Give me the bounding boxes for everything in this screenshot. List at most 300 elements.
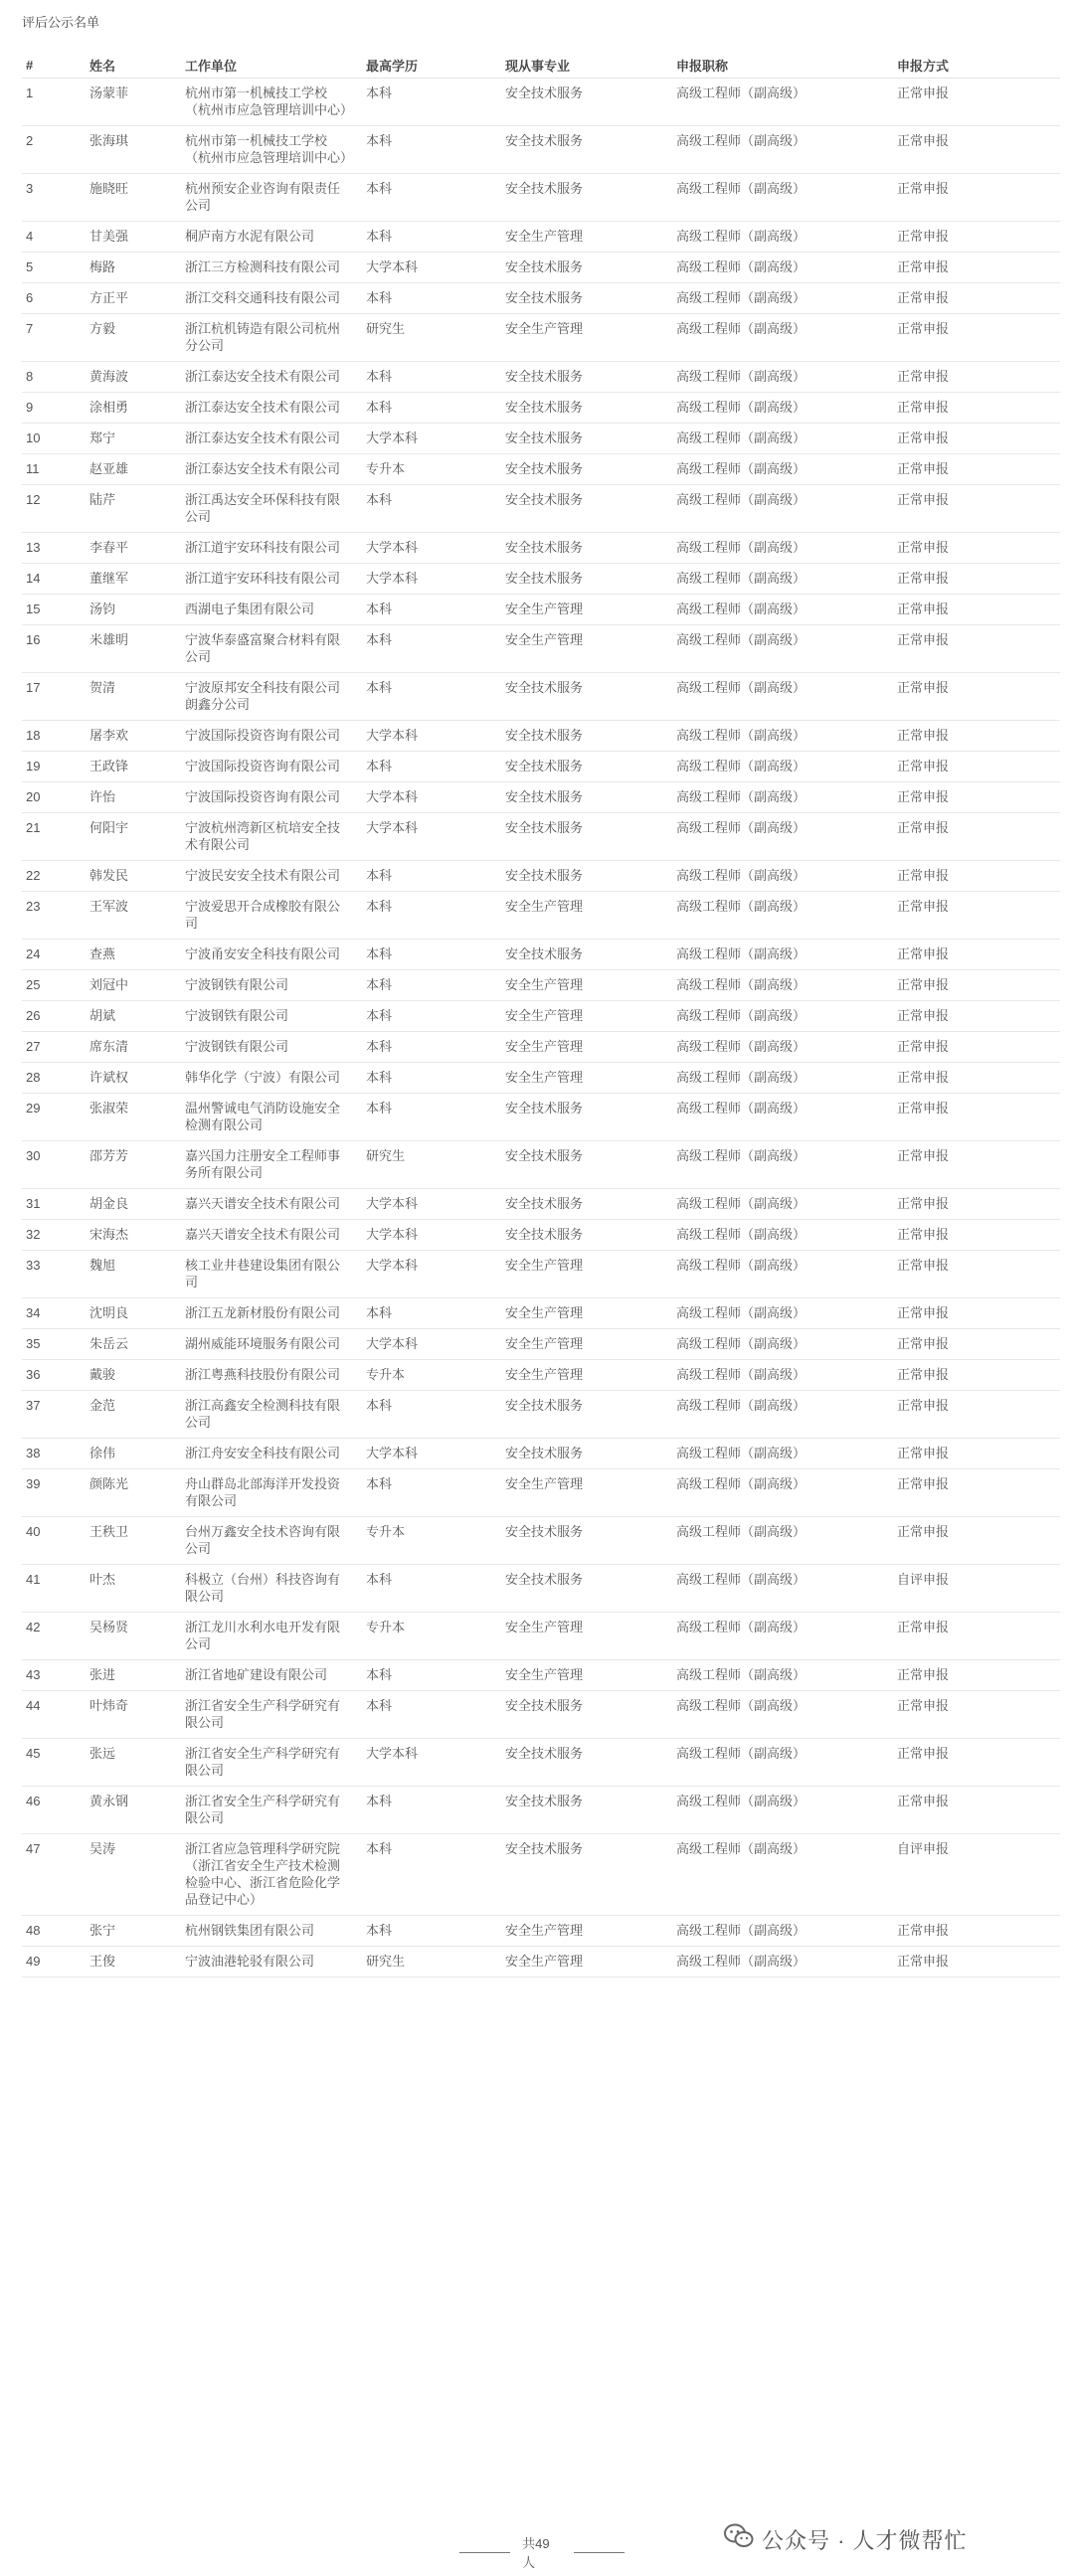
cell-education: 本科 (362, 1787, 501, 1834)
cell-specialty: 安全技术服务 (501, 861, 672, 892)
table-row (22, 1360, 1060, 1391)
cell-name: 郑宁 (86, 424, 181, 454)
cell-method: 正常申报 (893, 1391, 1060, 1439)
cell-title: 高级工程师（副高级） (672, 1947, 893, 1977)
cell-specialty: 安全技术服务 (501, 1094, 672, 1141)
cell-title: 高级工程师（副高级） (672, 533, 893, 564)
cell-unit: 宁波油港轮驳有限公司 (181, 1947, 362, 1977)
cell-education: 大学本科 (362, 1329, 501, 1360)
cell-unit: 舟山群岛北部海洋开发投资有限公司 (181, 1469, 362, 1517)
cell-title: 高级工程师（副高级） (672, 1660, 893, 1691)
cell-name: 张海琪 (86, 126, 181, 174)
cell-unit: 浙江泰达安全技术有限公司 (181, 454, 362, 485)
cell-unit: 浙江舟安安全科技有限公司 (181, 1439, 362, 1469)
cell-title: 高级工程师（副高级） (672, 813, 893, 861)
cell-name: 屠李欢 (86, 721, 181, 752)
col-header-method: 申报方式 (893, 52, 1060, 79)
cell-name: 汤钧 (86, 595, 181, 625)
col-header-unit: 工作单位 (181, 52, 362, 79)
table-row (22, 314, 1060, 362)
cell-education: 本科 (362, 892, 501, 940)
cell-title: 高级工程师（副高级） (672, 1517, 893, 1565)
cell-unit: 浙江交科交通科技有限公司 (181, 283, 362, 314)
table-row (22, 673, 1060, 721)
table-row (22, 362, 1060, 393)
cell-method: 正常申报 (893, 892, 1060, 940)
cell-title: 高级工程师（副高级） (672, 673, 893, 721)
cell-specialty: 安全技术服务 (501, 782, 672, 813)
cell-specialty: 安全生产管理 (501, 1329, 672, 1360)
table-row (22, 1739, 1060, 1787)
cell-name: 赵亚雄 (86, 454, 181, 485)
data-table (22, 52, 1060, 1977)
cell-name: 吴涛 (86, 1834, 181, 1916)
cell-unit: 嘉兴国力注册安全工程师事务所有限公司 (181, 1141, 362, 1189)
table-row (22, 813, 1060, 861)
cell-specialty: 安全技术服务 (501, 1220, 672, 1251)
cell-specialty: 安全技术服务 (501, 1439, 672, 1469)
cell-unit: 宁波国际投资咨询有限公司 (181, 721, 362, 752)
cell-title: 高级工程师（副高级） (672, 1032, 893, 1063)
table-row (22, 1141, 1060, 1189)
cell-unit: 浙江省安全生产科学研究有限公司 (181, 1787, 362, 1834)
cell-index: 2 (22, 126, 86, 174)
cell-index: 25 (22, 970, 86, 1001)
cell-title: 高级工程师（副高级） (672, 1251, 893, 1298)
cell-specialty: 安全技术服务 (501, 1787, 672, 1834)
cell-index: 31 (22, 1189, 86, 1220)
cell-method: 正常申报 (893, 1298, 1060, 1329)
table-row (22, 1947, 1060, 1977)
cell-index: 48 (22, 1916, 86, 1947)
cell-name: 董继军 (86, 564, 181, 595)
cell-specialty: 安全技术服务 (501, 533, 672, 564)
cell-index: 28 (22, 1063, 86, 1094)
cell-index: 49 (22, 1947, 86, 1977)
cell-title: 高级工程师（副高级） (672, 1391, 893, 1439)
cell-method: 正常申报 (893, 1001, 1060, 1032)
cell-index: 5 (22, 253, 86, 283)
cell-unit: 浙江省安全生产科学研究有限公司 (181, 1691, 362, 1739)
cell-name: 魏旭 (86, 1251, 181, 1298)
cell-education: 大学本科 (362, 1251, 501, 1298)
cell-name: 戴骏 (86, 1360, 181, 1391)
cell-unit: 核工业井巷建设集团有限公司 (181, 1251, 362, 1298)
cell-education: 本科 (362, 126, 501, 174)
total-count: 共49人 (522, 2536, 550, 2570)
cell-title: 高级工程师（副高级） (672, 283, 893, 314)
cell-specialty: 安全技术服务 (501, 1834, 672, 1916)
cell-index: 9 (22, 393, 86, 424)
cell-education: 本科 (362, 79, 501, 126)
cell-unit: 宁波杭州湾新区杭培安全技术有限公司 (181, 813, 362, 861)
cell-title: 高级工程师（副高级） (672, 861, 893, 892)
table-row (22, 1298, 1060, 1329)
cell-index: 27 (22, 1032, 86, 1063)
cell-name: 胡金良 (86, 1189, 181, 1220)
cell-unit: 浙江省地矿建设有限公司 (181, 1660, 362, 1691)
cell-title: 高级工程师（副高级） (672, 253, 893, 283)
cell-index: 41 (22, 1565, 86, 1613)
cell-specialty: 安全技术服务 (501, 813, 672, 861)
cell-unit: 宁波国际投资咨询有限公司 (181, 782, 362, 813)
cell-education: 本科 (362, 1001, 501, 1032)
cell-education: 本科 (362, 625, 501, 673)
cell-method: 正常申报 (893, 393, 1060, 424)
cell-unit: 浙江五龙新材股份有限公司 (181, 1298, 362, 1329)
cell-education: 研究生 (362, 1141, 501, 1189)
cell-method: 正常申报 (893, 1517, 1060, 1565)
cell-education: 专升本 (362, 1613, 501, 1660)
table-row (22, 533, 1060, 564)
cell-index: 47 (22, 1834, 86, 1916)
table-row (22, 1660, 1060, 1691)
cell-unit: 西湖电子集团有限公司 (181, 595, 362, 625)
cell-title: 高级工程师（副高级） (672, 1469, 893, 1517)
cell-unit: 浙江泰达安全技术有限公司 (181, 393, 362, 424)
cell-title: 高级工程师（副高级） (672, 892, 893, 940)
cell-title: 高级工程师（副高级） (672, 1063, 893, 1094)
cell-specialty: 安全生产管理 (501, 892, 672, 940)
cell-method: 正常申报 (893, 485, 1060, 533)
cell-education: 大学本科 (362, 1739, 501, 1787)
cell-method: 正常申报 (893, 533, 1060, 564)
table-row (22, 424, 1060, 454)
cell-education: 大学本科 (362, 782, 501, 813)
cell-unit: 宁波华泰盛富聚合材料有限公司 (181, 625, 362, 673)
cell-specialty: 安全技术服务 (501, 393, 672, 424)
cell-specialty: 安全技术服务 (501, 485, 672, 533)
cell-education: 本科 (362, 673, 501, 721)
cell-index: 12 (22, 485, 86, 533)
cell-education: 本科 (362, 1469, 501, 1517)
cell-specialty: 安全技术服务 (501, 673, 672, 721)
table-row (22, 283, 1060, 314)
cell-specialty: 安全生产管理 (501, 625, 672, 673)
cell-name: 黄永钢 (86, 1787, 181, 1834)
cell-unit: 浙江泰达安全技术有限公司 (181, 424, 362, 454)
table-row (22, 1469, 1060, 1517)
cell-name: 张远 (86, 1739, 181, 1787)
cell-title: 高级工程师（副高级） (672, 595, 893, 625)
cell-method: 正常申报 (893, 126, 1060, 174)
cell-education: 本科 (362, 1391, 501, 1439)
cell-method: 正常申报 (893, 1141, 1060, 1189)
cell-index: 10 (22, 424, 86, 454)
cell-education: 本科 (362, 1565, 501, 1613)
cell-name: 许斌权 (86, 1063, 181, 1094)
cell-education: 本科 (362, 362, 501, 393)
table-row (22, 970, 1060, 1001)
cell-title: 高级工程师（副高级） (672, 1613, 893, 1660)
cell-specialty: 安全技术服务 (501, 721, 672, 752)
cell-title: 高级工程师（副高级） (672, 1298, 893, 1329)
cell-name: 宋海杰 (86, 1220, 181, 1251)
cell-education: 本科 (362, 1032, 501, 1063)
cell-specialty: 安全生产管理 (501, 1251, 672, 1298)
cell-education: 本科 (362, 485, 501, 533)
cell-education: 本科 (362, 1834, 501, 1916)
cell-education: 本科 (362, 1660, 501, 1691)
cell-method: 正常申报 (893, 940, 1060, 970)
cell-method: 正常申报 (893, 861, 1060, 892)
cell-education: 本科 (362, 174, 501, 222)
cell-title: 高级工程师（副高级） (672, 782, 893, 813)
cell-title: 高级工程师（副高级） (672, 1691, 893, 1739)
cell-index: 11 (22, 454, 86, 485)
cell-specialty: 安全生产管理 (501, 1613, 672, 1660)
table-row (22, 222, 1060, 253)
cell-title: 高级工程师（副高级） (672, 454, 893, 485)
cell-unit: 浙江道宇安环科技有限公司 (181, 564, 362, 595)
cell-index: 38 (22, 1439, 86, 1469)
cell-education: 大学本科 (362, 1220, 501, 1251)
cell-education: 大学本科 (362, 1189, 501, 1220)
cell-method: 正常申报 (893, 673, 1060, 721)
cell-unit: 科极立（台州）科技咨询有限公司 (181, 1565, 362, 1613)
table-row (22, 1565, 1060, 1613)
cell-title: 高级工程师（副高级） (672, 485, 893, 533)
cell-method: 正常申报 (893, 595, 1060, 625)
cell-title: 高级工程师（副高级） (672, 970, 893, 1001)
cell-unit: 韩华化学（宁波）有限公司 (181, 1063, 362, 1094)
cell-title: 高级工程师（副高级） (672, 1094, 893, 1141)
cell-name: 陆芹 (86, 485, 181, 533)
cell-education: 大学本科 (362, 721, 501, 752)
table-row (22, 595, 1060, 625)
cell-education: 本科 (362, 595, 501, 625)
cell-index: 8 (22, 362, 86, 393)
table-row (22, 1032, 1060, 1063)
cell-method: 正常申报 (893, 1787, 1060, 1834)
cell-title: 高级工程师（副高级） (672, 314, 893, 362)
cell-specialty: 安全技术服务 (501, 79, 672, 126)
cell-index: 37 (22, 1391, 86, 1439)
cell-index: 34 (22, 1298, 86, 1329)
cell-specialty: 安全技术服务 (501, 752, 672, 782)
cell-unit: 杭州钢铁集团有限公司 (181, 1916, 362, 1947)
table-row (22, 752, 1060, 782)
cell-method: 正常申报 (893, 454, 1060, 485)
cell-method: 正常申报 (893, 1189, 1060, 1220)
table-row (22, 1691, 1060, 1739)
cell-name: 查燕 (86, 940, 181, 970)
cell-unit: 杭州市第一机械技工学校（杭州市应急管理培训中心） (181, 79, 362, 126)
cell-index: 23 (22, 892, 86, 940)
cell-specialty: 安全生产管理 (501, 1469, 672, 1517)
cell-index: 44 (22, 1691, 86, 1739)
cell-method: 正常申报 (893, 782, 1060, 813)
cell-index: 40 (22, 1517, 86, 1565)
table-row (22, 1439, 1060, 1469)
cell-index: 13 (22, 533, 86, 564)
table-row (22, 1613, 1060, 1660)
cell-index: 20 (22, 782, 86, 813)
cell-method: 正常申报 (893, 721, 1060, 752)
table-row (22, 721, 1060, 752)
cell-name: 韩发民 (86, 861, 181, 892)
cell-title: 高级工程师（副高级） (672, 752, 893, 782)
cell-method: 正常申报 (893, 314, 1060, 362)
table-row (22, 1001, 1060, 1032)
cell-specialty: 安全技术服务 (501, 1565, 672, 1613)
cell-specialty: 安全技术服务 (501, 564, 672, 595)
cell-specialty: 安全技术服务 (501, 1141, 672, 1189)
cell-name: 王军波 (86, 892, 181, 940)
cell-name: 何阳宇 (86, 813, 181, 861)
pagination (448, 2533, 636, 2571)
cell-name: 王秩卫 (86, 1517, 181, 1565)
divider-right (574, 2552, 625, 2553)
cell-index: 17 (22, 673, 86, 721)
cell-unit: 宁波钢铁有限公司 (181, 1001, 362, 1032)
col-header-name: 姓名 (86, 52, 181, 79)
cell-specialty: 安全生产管理 (501, 595, 672, 625)
cell-index: 15 (22, 595, 86, 625)
table-row (22, 1517, 1060, 1565)
cell-name: 李春平 (86, 533, 181, 564)
table-row (22, 1189, 1060, 1220)
cell-education: 本科 (362, 970, 501, 1001)
cell-unit: 宁波钢铁有限公司 (181, 1032, 362, 1063)
cell-name: 胡斌 (86, 1001, 181, 1032)
cell-education: 本科 (362, 1691, 501, 1739)
table-row (22, 393, 1060, 424)
cell-unit: 浙江禹达安全环保科技有限公司 (181, 485, 362, 533)
cell-index: 18 (22, 721, 86, 752)
cell-title: 高级工程师（副高级） (672, 1834, 893, 1916)
cell-education: 专升本 (362, 1360, 501, 1391)
cell-name: 方正平 (86, 283, 181, 314)
cell-method: 正常申报 (893, 424, 1060, 454)
cell-method: 正常申报 (893, 564, 1060, 595)
cell-method: 自评申报 (893, 1565, 1060, 1613)
cell-education: 专升本 (362, 454, 501, 485)
cell-index: 19 (22, 752, 86, 782)
cell-title: 高级工程师（副高级） (672, 1916, 893, 1947)
cell-specialty: 安全生产管理 (501, 1032, 672, 1063)
cell-unit: 湖州威能环境服务有限公司 (181, 1329, 362, 1360)
table-row (22, 940, 1060, 970)
cell-title: 高级工程师（副高级） (672, 1565, 893, 1613)
cell-method: 正常申报 (893, 283, 1060, 314)
cell-method: 正常申报 (893, 752, 1060, 782)
cell-title: 高级工程师（副高级） (672, 174, 893, 222)
cell-index: 22 (22, 861, 86, 892)
cell-name: 颜陈光 (86, 1469, 181, 1517)
cell-unit: 浙江高鑫安全检测科技有限公司 (181, 1391, 362, 1439)
cell-unit: 浙江杭机铸造有限公司杭州分公司 (181, 314, 362, 362)
cell-method: 正常申报 (893, 1947, 1060, 1977)
cell-title: 高级工程师（副高级） (672, 1739, 893, 1787)
cell-title: 高级工程师（副高级） (672, 126, 893, 174)
cell-unit: 嘉兴天谱安全技术有限公司 (181, 1189, 362, 1220)
cell-title: 高级工程师（副高级） (672, 222, 893, 253)
cell-education: 本科 (362, 283, 501, 314)
cell-name: 甘美强 (86, 222, 181, 253)
table-row (22, 564, 1060, 595)
cell-index: 21 (22, 813, 86, 861)
cell-method: 正常申报 (893, 1063, 1060, 1094)
cell-specialty: 安全技术服务 (501, 1517, 672, 1565)
table-row (22, 1916, 1060, 1947)
cell-title: 高级工程师（副高级） (672, 625, 893, 673)
cell-index: 30 (22, 1141, 86, 1189)
cell-education: 大学本科 (362, 813, 501, 861)
cell-education: 本科 (362, 861, 501, 892)
cell-education: 专升本 (362, 1517, 501, 1565)
watermark (724, 2519, 968, 2559)
table-row (22, 79, 1060, 126)
cell-education: 本科 (362, 1094, 501, 1141)
table-row (22, 1251, 1060, 1298)
cell-index: 32 (22, 1220, 86, 1251)
cell-index: 1 (22, 79, 86, 126)
cell-method: 正常申报 (893, 1360, 1060, 1391)
table-row (22, 1063, 1060, 1094)
table-row (22, 1787, 1060, 1834)
cell-title: 高级工程师（副高级） (672, 424, 893, 454)
cell-name: 米雄明 (86, 625, 181, 673)
cell-title: 高级工程师（副高级） (672, 940, 893, 970)
cell-index: 24 (22, 940, 86, 970)
cell-unit: 浙江龙川水利水电开发有限公司 (181, 1613, 362, 1660)
cell-method: 正常申报 (893, 79, 1060, 126)
cell-name: 刘冠中 (86, 970, 181, 1001)
table-row (22, 454, 1060, 485)
page-title: 评后公示名单 (22, 15, 100, 30)
cell-unit: 杭州市第一机械技工学校（杭州市应急管理培训中心） (181, 126, 362, 174)
watermark-text: 公众号 · 人才微帮忙 (762, 2527, 968, 2553)
table-header-row (22, 52, 1060, 79)
cell-specialty: 安全生产管理 (501, 970, 672, 1001)
cell-method: 正常申报 (893, 1660, 1060, 1691)
cell-name: 王政锋 (86, 752, 181, 782)
cell-specialty: 安全技术服务 (501, 174, 672, 222)
cell-index: 45 (22, 1739, 86, 1787)
table-row (22, 126, 1060, 174)
cell-specialty: 安全技术服务 (501, 940, 672, 970)
cell-name: 吴杨贤 (86, 1613, 181, 1660)
divider-left (459, 2552, 510, 2553)
cell-index: 29 (22, 1094, 86, 1141)
cell-index: 6 (22, 283, 86, 314)
table-row (22, 1834, 1060, 1916)
cell-method: 正常申报 (893, 1613, 1060, 1660)
cell-specialty: 安全技术服务 (501, 424, 672, 454)
cell-specialty: 安全技术服务 (501, 1391, 672, 1439)
cell-name: 许怡 (86, 782, 181, 813)
cell-unit: 浙江粤燕科技股份有限公司 (181, 1360, 362, 1391)
table-row (22, 1220, 1060, 1251)
cell-unit: 杭州预安企业咨询有限责任公司 (181, 174, 362, 222)
table-row (22, 782, 1060, 813)
cell-specialty: 安全技术服务 (501, 1189, 672, 1220)
cell-index: 42 (22, 1613, 86, 1660)
cell-name: 王俊 (86, 1947, 181, 1977)
table-row (22, 1094, 1060, 1141)
cell-education: 大学本科 (362, 1439, 501, 1469)
cell-name: 邵芳芳 (86, 1141, 181, 1189)
cell-specialty: 安全技术服务 (501, 283, 672, 314)
cell-title: 高级工程师（副高级） (672, 362, 893, 393)
cell-specialty: 安全生产管理 (501, 1360, 672, 1391)
cell-title: 高级工程师（副高级） (672, 1001, 893, 1032)
cell-name: 涂相勇 (86, 393, 181, 424)
cell-name: 方毅 (86, 314, 181, 362)
cell-education: 大学本科 (362, 533, 501, 564)
cell-index: 7 (22, 314, 86, 362)
